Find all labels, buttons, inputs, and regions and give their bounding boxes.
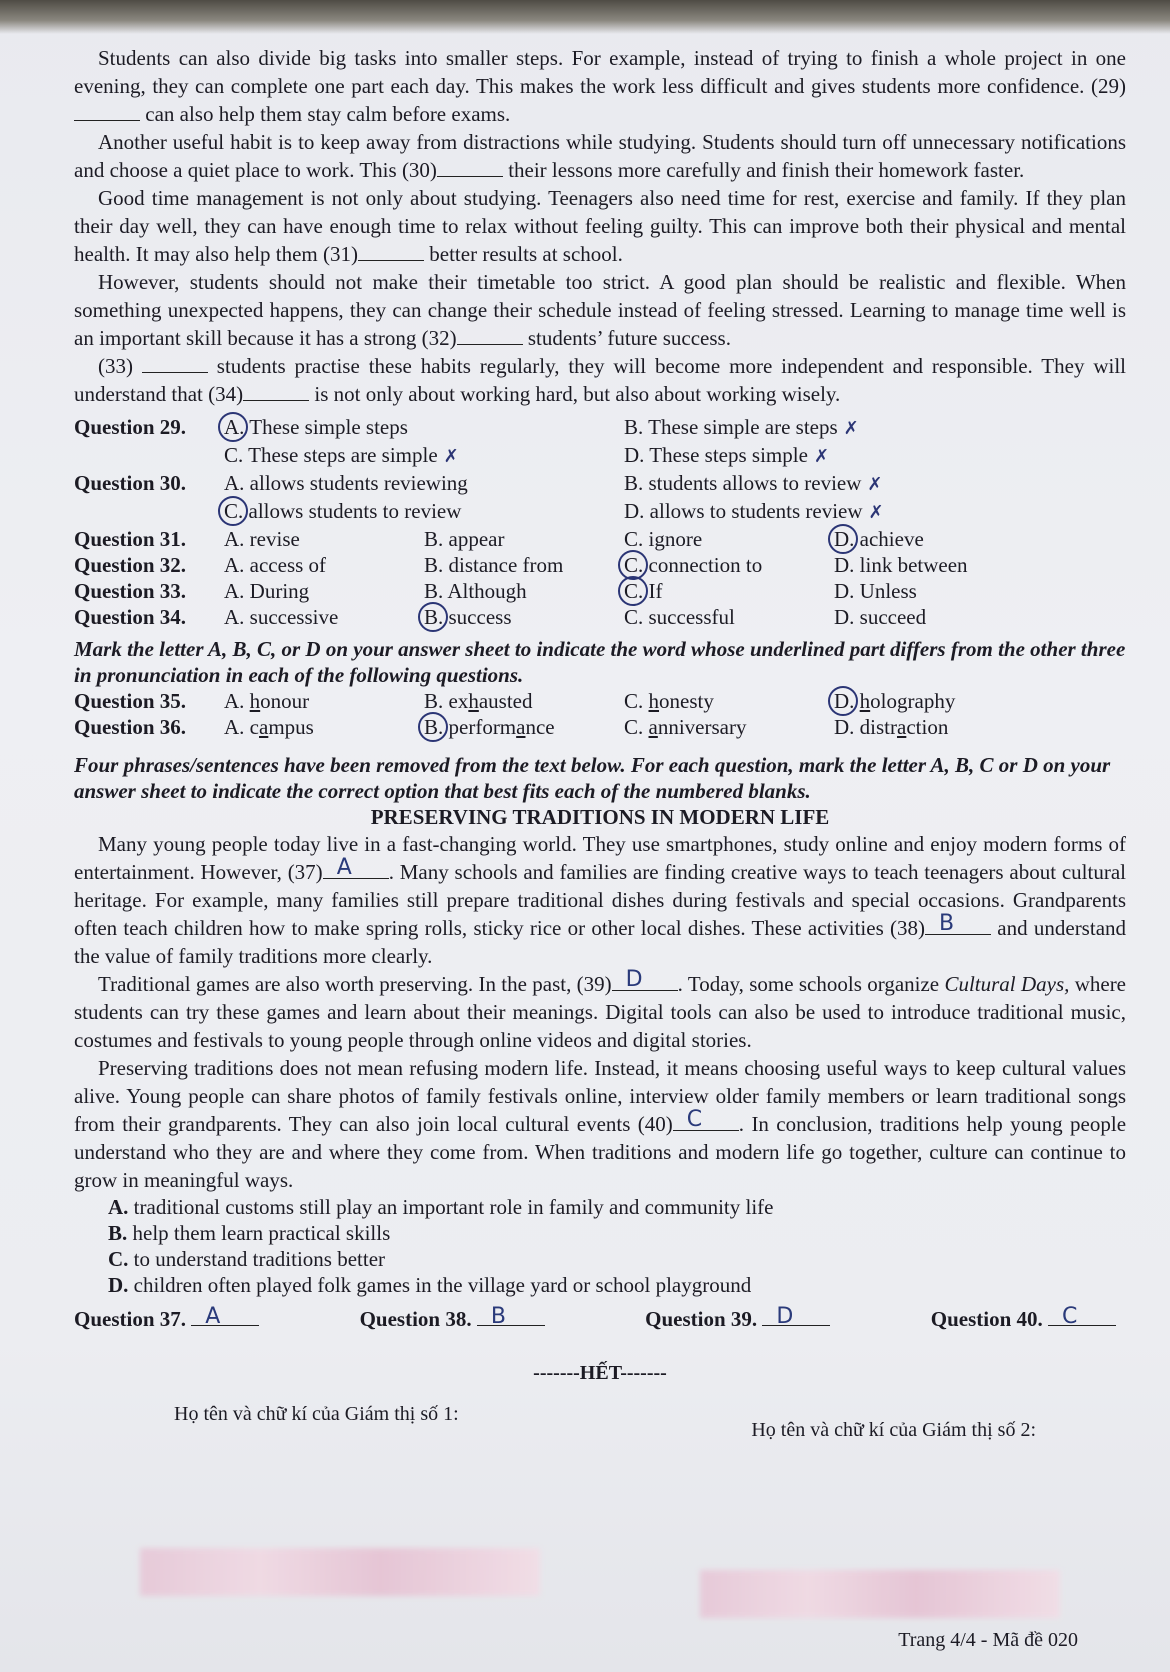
passage-options (74, 1194, 1126, 1298)
paragraph-5-text: students practise these habits regularly, they will become more independent and responsible. They will understand that (34) (74, 354, 1127, 406)
option-text: traditional customs still play an important role in family and community life (133, 1195, 774, 1219)
option-suffix: olography (870, 689, 956, 713)
question-number-33: (33) (98, 354, 133, 378)
option-text: A. revise (224, 527, 300, 551)
question-32-option-d[interactable] (834, 552, 1126, 578)
answer-blank[interactable] (1048, 1304, 1116, 1329)
blank-37[interactable] (323, 855, 389, 880)
questions-29-34 (74, 414, 1126, 630)
option-text: B. success (424, 605, 512, 629)
blank-34[interactable] (243, 381, 309, 401)
blank-39[interactable] (612, 967, 678, 992)
passage-option-b[interactable] (108, 1220, 1126, 1246)
option-text: B. students allows to review (624, 471, 862, 495)
option-text: D. link between (834, 553, 968, 577)
questions-35-36 (74, 688, 1126, 740)
option-text: help them learn practical skills (132, 1221, 391, 1245)
option-text: A. successive (224, 605, 339, 629)
passage-paragraph-3 (74, 1054, 1126, 1194)
passage-italic: Cultural Days, (944, 972, 1070, 996)
question-31-option-a[interactable] (224, 526, 424, 552)
question-36-option-d[interactable] (834, 714, 1126, 740)
answer-circle (218, 412, 248, 442)
underlined-part: h (249, 689, 261, 713)
option-prefix: C. (624, 689, 649, 713)
question-30-option-d[interactable] (624, 498, 1126, 526)
question-29-option-d[interactable] (624, 442, 1126, 470)
option-text: B. appear (424, 527, 505, 551)
passage-paragraph-1 (74, 830, 1126, 970)
question-33-option-b[interactable] (424, 578, 624, 604)
option-suffix: onesty (659, 689, 714, 713)
underlined-part: a (259, 715, 269, 739)
end-marker: -------HẾT------- (533, 1362, 667, 1384)
option-text: D. These steps simple (624, 443, 808, 467)
question-35-option-a[interactable] (224, 688, 424, 714)
question-30-option-a[interactable] (224, 470, 624, 498)
question-31-label: Question 31. (74, 527, 187, 551)
handwritten-answer: C (1062, 1304, 1078, 1329)
question-29-label: Question 29. (74, 415, 187, 439)
paragraph-3-text-end: better results at school. (429, 242, 623, 266)
redacted-signature-1 (140, 1548, 540, 1596)
answer-circle (418, 712, 448, 742)
option-text: to understand traditions better (133, 1247, 386, 1271)
underlined-part: h (468, 689, 479, 713)
question-33-option-c[interactable] (624, 578, 834, 604)
option-key: C. (108, 1247, 129, 1271)
question-35-option-b[interactable] (424, 688, 624, 714)
blank-33[interactable] (142, 353, 208, 373)
answer-37[interactable] (74, 1306, 259, 1332)
option-suffix: austed (478, 689, 533, 713)
question-30-option-b[interactable] (624, 470, 1126, 498)
pronunciation-instruction: Mark the letter A, B, C, or D on your answer sheet to indicate the word whose underlined part differs from the other three in pronunciation in each of the following questions. (74, 637, 1126, 687)
question-32-option-a[interactable] (224, 552, 424, 578)
question-36-label: Question 36. (74, 715, 187, 739)
option-prefix: C. (624, 715, 649, 739)
answer-circle (618, 576, 648, 606)
option-text: C. If (624, 579, 663, 603)
passage-text: where students can try these games and learn about their meanings. Digital tools can also be used to introduce traditional music, costumes and festivals to young people through online videos and digital stories. (74, 972, 1127, 1052)
question-34-label: Question 34. (74, 605, 187, 629)
option-suffix: mpus (268, 715, 314, 739)
page-footer: Trang 4/4 - Mã đề 020 (898, 1629, 1078, 1651)
answer-circle (218, 496, 248, 526)
passage-text: Traditional games are also worth preserving. In the past, (39) (98, 972, 612, 996)
blank-29[interactable] (74, 101, 140, 121)
question-31-option-b[interactable] (424, 526, 624, 552)
paragraph-3-text: Good time management is not only about studying. Teenagers also need time for rest, exercise and family. If they plan their day well, they can have enough time to relax without feeling guilty. This can improve both their physical and mental health. It may also help them (31) (74, 186, 1126, 266)
question-32-option-c[interactable] (624, 552, 834, 578)
paragraph-2-text: Another useful habit is to keep away from distractions while studying. Students should turn off unnecessary notifications and choose a quiet place to work. This (30) (74, 130, 1126, 182)
underlined-part: a (897, 715, 907, 739)
question-31-option-d[interactable] (834, 526, 1126, 552)
option-text: C. connection to (624, 553, 763, 577)
option-text: C. successful (624, 605, 735, 629)
option-suffix: onour (260, 689, 310, 713)
option-text: C. These steps are simple (224, 443, 438, 467)
option-prefix: D. distr (834, 715, 897, 739)
cross-mark-icon: ✗ (843, 418, 859, 439)
option-text: C. ignore (624, 527, 703, 551)
underlined-part: h (859, 689, 871, 713)
paragraph-2 (74, 128, 1126, 184)
answer-circle (828, 686, 858, 716)
question-31-option-c[interactable] (624, 526, 834, 552)
option-prefix: B. ex (424, 689, 469, 713)
option-text: D. Unless (834, 579, 917, 603)
question-33-option-a[interactable] (224, 578, 424, 604)
answer-label: Question 39. (645, 1307, 758, 1331)
question-29-option-a[interactable] (224, 414, 624, 442)
blank-31[interactable] (358, 241, 424, 261)
question-34-option-c[interactable] (624, 604, 834, 630)
paragraph-4-text-end: students’ future success. (527, 326, 731, 350)
option-text: A. allows students reviewing (224, 471, 468, 495)
question-36-option-b[interactable] (424, 714, 624, 740)
option-text: A. access of (224, 553, 327, 577)
option-text: C. allows students to review (224, 499, 462, 523)
question-36-option-c[interactable] (624, 714, 834, 740)
blank-30[interactable] (437, 157, 503, 177)
answer-label: Question 40. (930, 1307, 1043, 1331)
question-34-option-b[interactable] (424, 604, 624, 630)
handwritten-answer: D (776, 1304, 794, 1329)
option-prefix: D. (834, 689, 860, 713)
passage-option-a[interactable] (108, 1194, 1126, 1220)
handwritten-answer: B (939, 911, 955, 936)
answer-blank[interactable] (762, 1304, 830, 1329)
passage-text: . (738, 1112, 745, 1136)
answer-blank[interactable] (477, 1304, 545, 1329)
paragraph-5 (74, 352, 1126, 408)
blank-38[interactable] (925, 911, 991, 936)
answer-circle (828, 524, 858, 554)
option-prefix: B. perform (424, 715, 517, 739)
paragraph-1-text-end: can also help them stay calm before exams. (145, 102, 511, 126)
answer-38[interactable] (360, 1306, 545, 1332)
answer-row (74, 1306, 1126, 1332)
fill-instruction: Four phrases/sentences have been removed from the text below. For each question, mark the letter A, B, C or D on your answer sheet to indicate the correct option that best fits each of the numbered blanks. (74, 753, 1111, 803)
blank-40[interactable] (673, 1107, 739, 1132)
option-text: B. Although (424, 579, 527, 603)
option-text: A. These simple steps (224, 415, 408, 439)
paragraph-4-text: However, students should not make their timetable too strict. A good plan should be realistic and flexible. When something unexpected happens, they can change their schedule instead of feeling stressed. Learning to manage time well is an important skill because it has a strong (32) (74, 270, 1126, 350)
option-prefix: A. c (224, 715, 259, 739)
paragraph-1-text: Students can also divide big tasks into smaller steps. For example, instead of trying to finish a whole project in one evening, they can complete one part each day. This makes the work less difficult and gives students more confidence. (29) (74, 46, 1126, 98)
passage-text: and understand the value of family traditions more clearly. (74, 916, 1127, 968)
passage-option-c[interactable] (108, 1246, 1126, 1272)
answer-40[interactable] (931, 1306, 1116, 1332)
passage-text: In conclusion, traditions help young people understand who they are and where they come from. When traditions and modern life go together, culture can continue to grow in meaningful ways. (74, 1112, 1127, 1192)
option-text: D. achieve (834, 527, 924, 551)
option-text: D. allows to students review (624, 499, 863, 523)
cross-mark-icon: ✗ (813, 446, 830, 467)
signature-label-1: Họ tên và chữ kí của Giám thị số 1: (174, 1403, 459, 1425)
passage-text: Preserving traditions does not mean refusing modern life. Instead, it means choosing useful ways to keep cultural values alive. Young people can share photos of family festivals online, interview older family members or learn traditional songs from their grandparents. They can also join local cultural events (40) (74, 1056, 1126, 1136)
page-content (74, 44, 1126, 1442)
question-29-option-c[interactable] (224, 442, 624, 470)
answer-blank[interactable] (191, 1304, 259, 1329)
question-33-label: Question 33. (74, 579, 187, 603)
question-34-option-a[interactable] (224, 604, 424, 630)
answer-circle (418, 602, 448, 632)
paragraph-4 (74, 268, 1126, 352)
option-text: A. During (224, 579, 310, 603)
option-key: A. (108, 1195, 129, 1219)
blank-32[interactable] (457, 325, 523, 345)
cross-mark-icon: ✗ (867, 474, 883, 495)
underlined-part: h (648, 689, 660, 713)
passage-paragraph-2 (74, 967, 1127, 1054)
option-key: D. (108, 1273, 129, 1297)
paragraph-3 (74, 184, 1126, 268)
passage-text: . Many schools and families are finding creative ways to teach teenagers about cultural heritage. For example, many families still prepare traditional dishes during festivals and special occasions. Grandparents often teach children how to make spring rolls, sticky rice or other local dishes. These activities (38) (74, 860, 1127, 940)
question-36-option-a[interactable] (224, 714, 424, 740)
question-32-option-b[interactable] (424, 552, 624, 578)
underlined-part: a (516, 715, 526, 739)
passage-text: Many young people today live in a fast-changing world. They use smartphones, study online and enjoy modern forms of entertainment. However, (37) (74, 832, 1126, 884)
option-text: B. distance from (424, 553, 564, 577)
handwritten-answer: D (625, 967, 643, 992)
question-30-option-c[interactable] (224, 498, 624, 526)
redacted-signature-2 (700, 1570, 1060, 1618)
question-32-label: Question 32. (74, 553, 187, 577)
question-30-label: Question 30. (74, 471, 187, 495)
paragraph-2-text-end: their lessons more carefully and finish their homework faster. (508, 158, 1025, 182)
option-text: children often played folk games in the village yard or school playground (133, 1273, 752, 1297)
signature-row (74, 1403, 1126, 1442)
answer-39[interactable] (645, 1306, 830, 1332)
signature-label-2: Họ tên và chữ kí của Giám thị số 2: (751, 1419, 1036, 1441)
answer-label: Question 37. (74, 1307, 187, 1331)
handwritten-answer: B (490, 1304, 506, 1329)
answer-label: Question 38. (359, 1307, 472, 1331)
option-suffix: ction (906, 715, 949, 739)
handwritten-answer: C (686, 1107, 703, 1132)
question-34-option-d[interactable] (834, 604, 1126, 630)
option-prefix: A. (224, 689, 250, 713)
question-29-option-b[interactable] (624, 414, 1126, 442)
handwritten-answer: A (205, 1304, 221, 1329)
question-35-option-d[interactable] (834, 688, 1126, 714)
passage-option-d[interactable] (108, 1272, 1126, 1298)
option-key: B. (108, 1221, 128, 1245)
option-suffix: nniversary (657, 715, 747, 739)
underlined-part: a (648, 715, 658, 739)
cross-mark-icon: ✗ (868, 502, 884, 523)
passage-title: PRESERVING TRADITIONS IN MODERN LIFE (370, 805, 830, 829)
question-35-option-c[interactable] (624, 688, 834, 714)
handwritten-answer: A (336, 855, 352, 880)
option-suffix: nce (525, 715, 555, 739)
paragraph-1 (74, 44, 1126, 128)
passage-text: . Today, some schools organize (677, 972, 940, 996)
option-text: D. succeed (834, 605, 927, 629)
question-35-label: Question 35. (74, 689, 187, 713)
paragraph-5-text-end: is not only about working hard, but also about working wisely. (314, 382, 841, 406)
cross-mark-icon: ✗ (443, 446, 459, 467)
question-33-option-d[interactable] (834, 578, 1126, 604)
option-text: B. These simple are steps (624, 415, 838, 439)
